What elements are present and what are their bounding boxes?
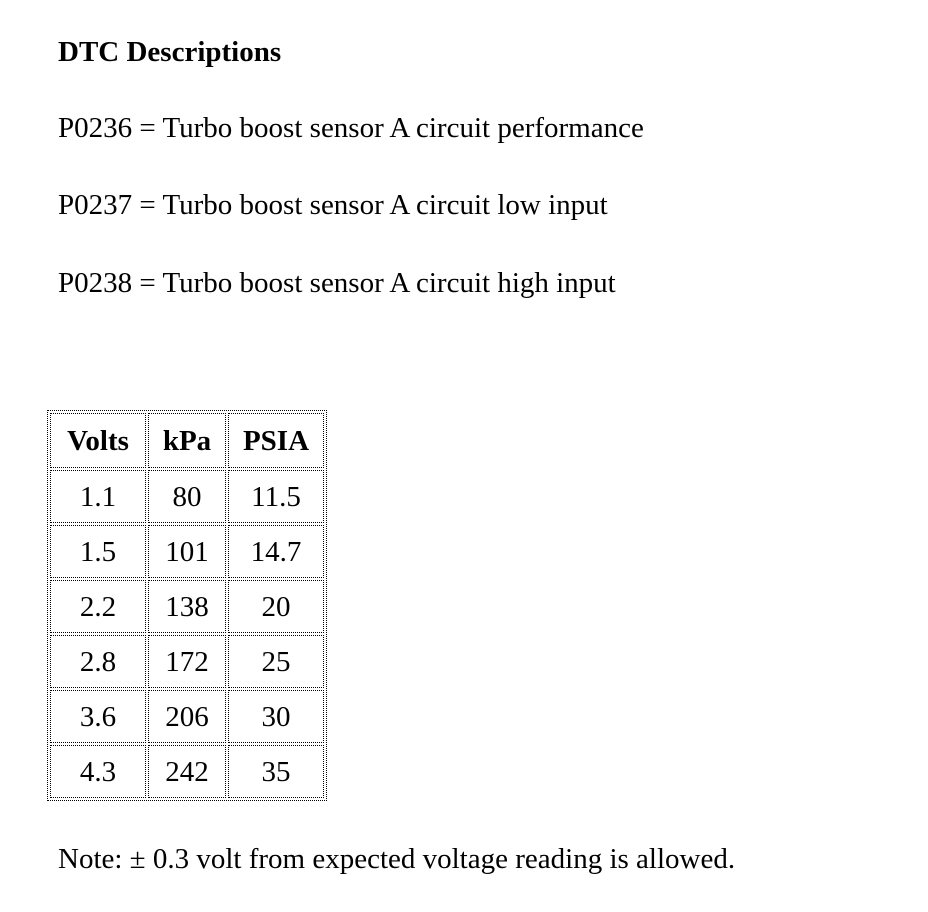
cell-kpa: 101 — [148, 525, 226, 578]
cell-kpa: 172 — [148, 635, 226, 688]
cell-volts: 1.1 — [50, 470, 146, 523]
dtc-description-p0237: P0237 = Turbo boost sensor A circuit low input — [58, 189, 608, 221]
cell-psia: 25 — [228, 635, 324, 688]
cell-volts: 2.8 — [50, 635, 146, 688]
table-row — [50, 580, 324, 633]
cell-kpa: 80 — [148, 470, 226, 523]
cell-psia: 14.7 — [228, 525, 324, 578]
cell-kpa: 206 — [148, 690, 226, 743]
table-row — [50, 690, 324, 743]
header-psia: PSIA — [228, 413, 324, 468]
cell-psia: 35 — [228, 745, 324, 798]
page-heading: DTC Descriptions — [58, 36, 282, 68]
cell-kpa: 242 — [148, 745, 226, 798]
header-kpa: kPa — [148, 413, 226, 468]
table-row — [50, 745, 324, 798]
voltage-pressure-table — [47, 410, 327, 801]
cell-psia: 20 — [228, 580, 324, 633]
dtc-description-p0236: P0236 = Turbo boost sensor A circuit performance — [58, 112, 644, 144]
dtc-description-p0238: P0238 = Turbo boost sensor A circuit high input — [58, 267, 616, 299]
cell-psia: 30 — [228, 690, 324, 743]
table-row — [50, 635, 324, 688]
cell-kpa: 138 — [148, 580, 226, 633]
tolerance-note: Note: ± 0.3 volt from expected voltage reading is allowed. — [58, 843, 736, 875]
cell-volts: 3.6 — [50, 690, 146, 743]
cell-volts: 4.3 — [50, 745, 146, 798]
cell-volts: 1.5 — [50, 525, 146, 578]
cell-volts: 2.2 — [50, 580, 146, 633]
table-header-row — [50, 413, 324, 468]
table-row — [50, 470, 324, 523]
table-row — [50, 525, 324, 578]
header-volts: Volts — [50, 413, 146, 468]
cell-psia: 11.5 — [228, 470, 324, 523]
